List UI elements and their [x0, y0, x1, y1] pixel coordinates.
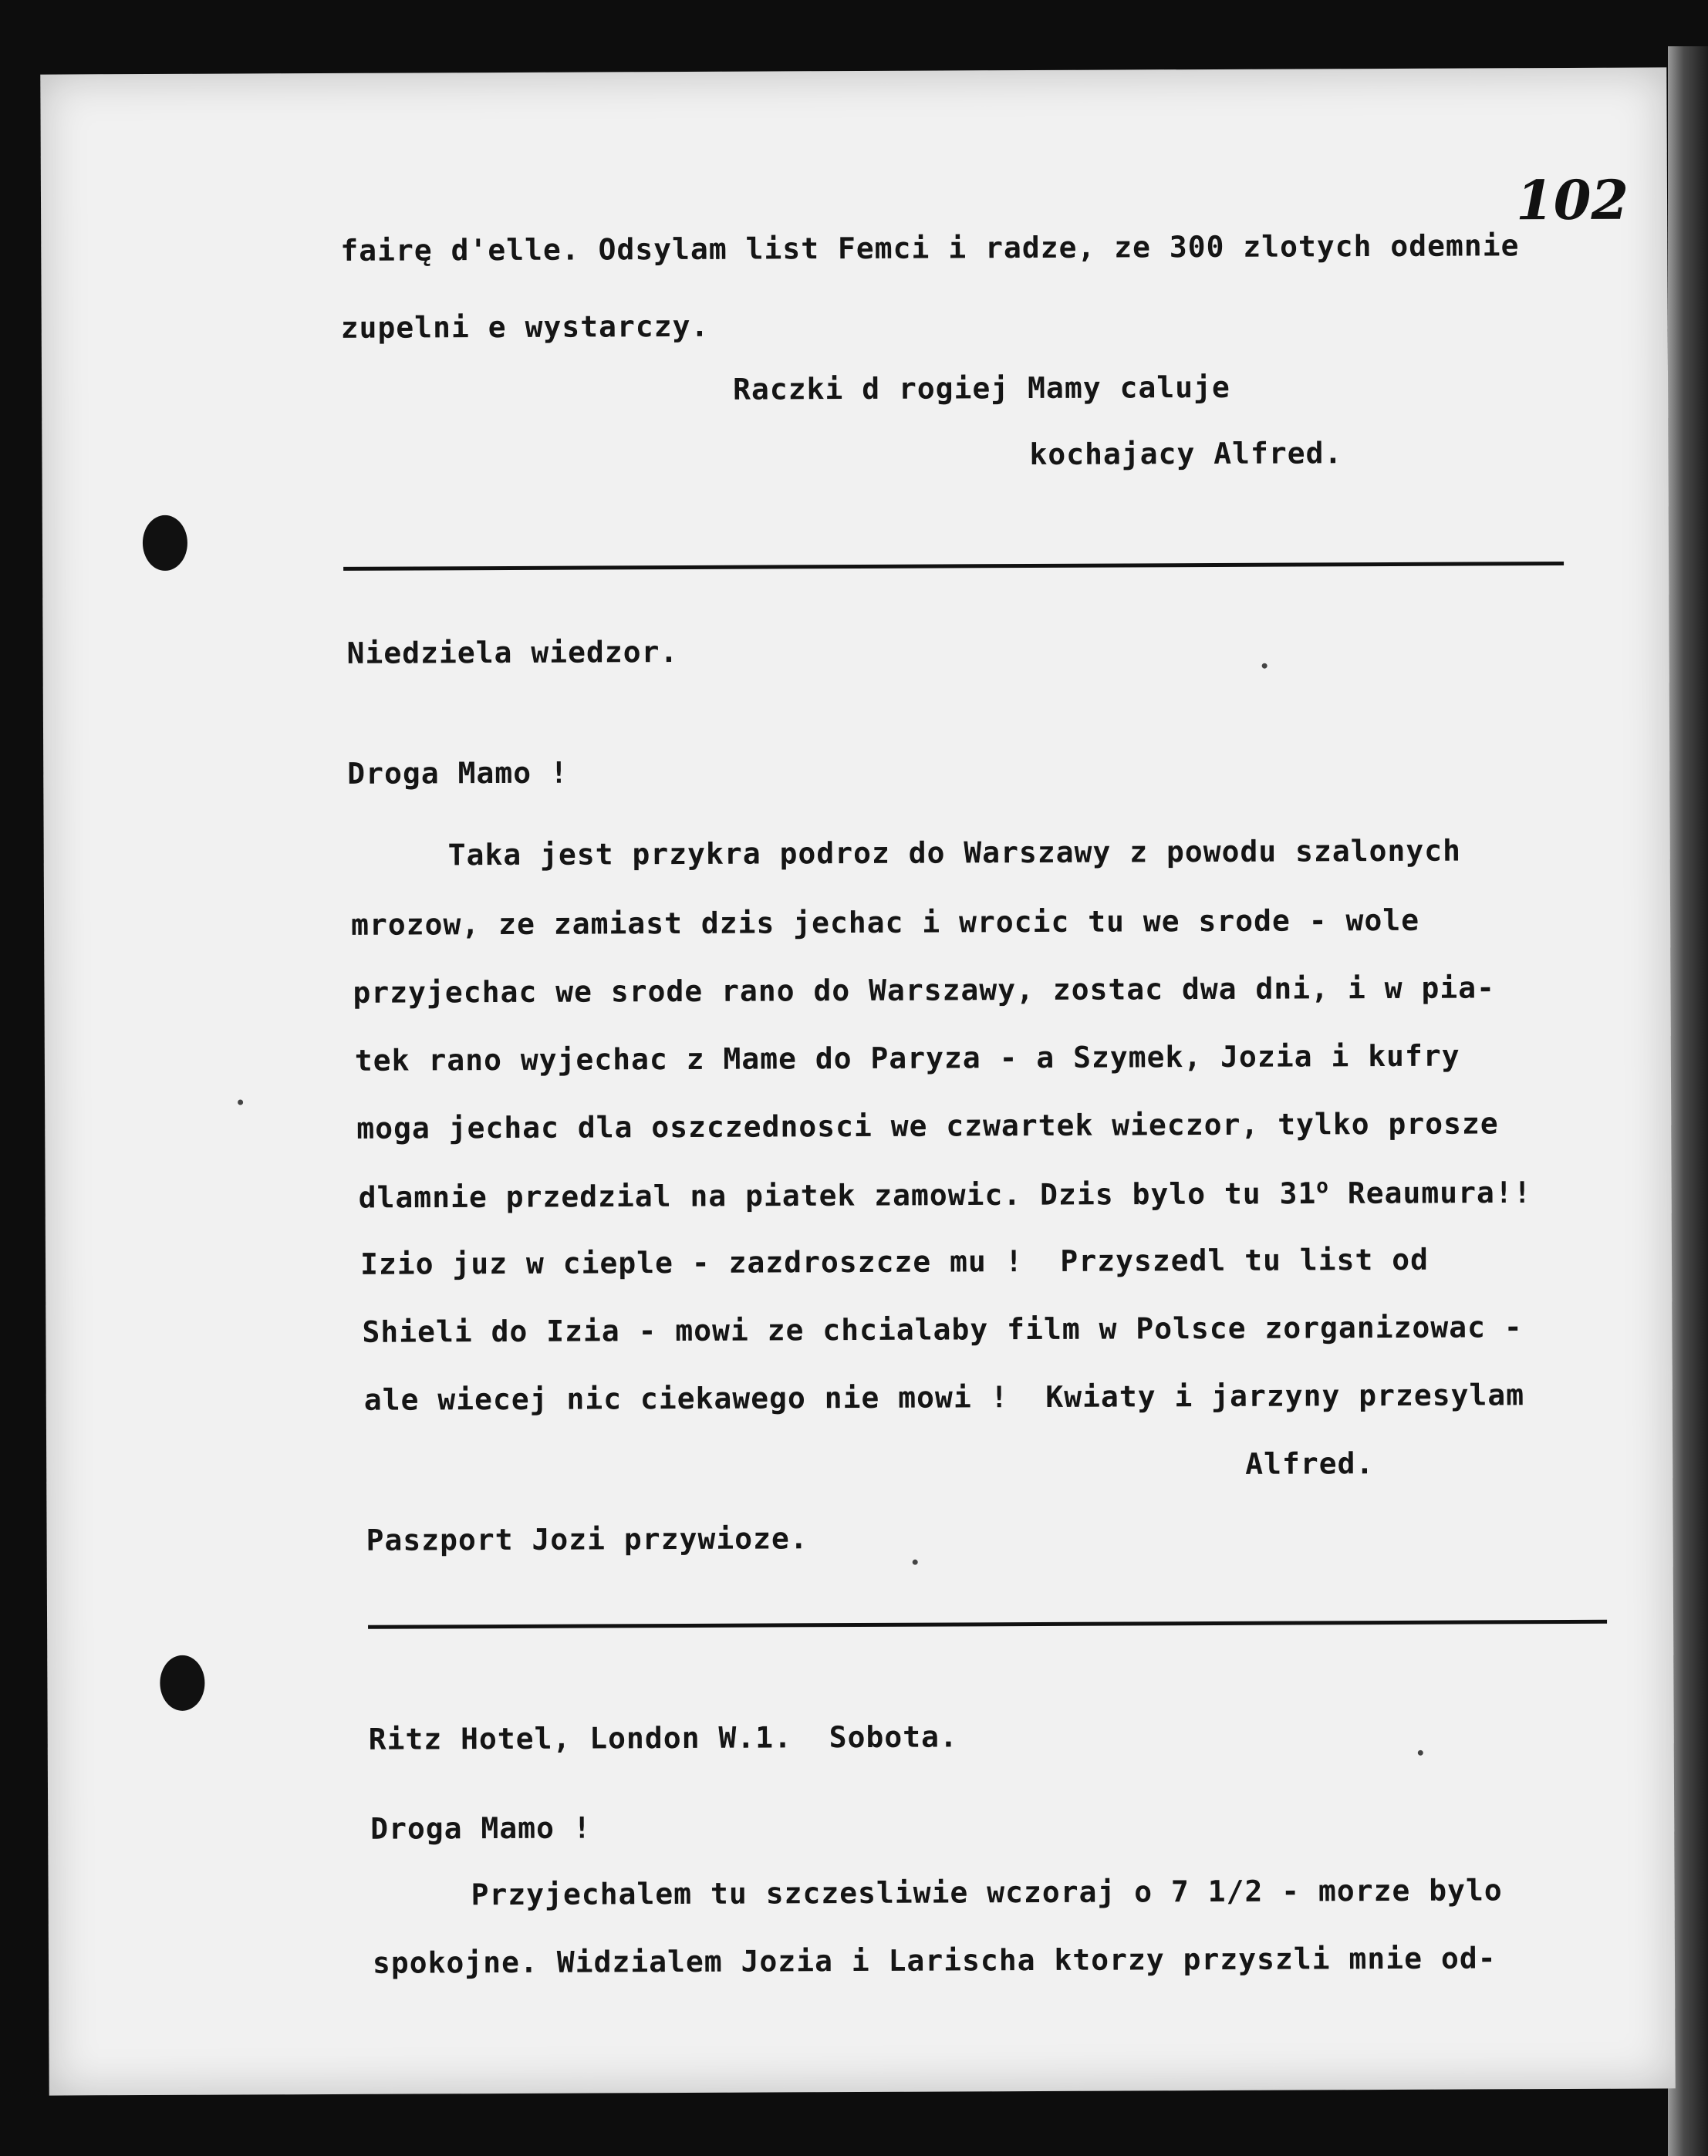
text-line: mrozow, ze zamiast dzis jechac i wrocic tu we srode - wole	[351, 903, 1420, 942]
text-line: Izio juz w cieple - zazdroszcze mu ! Przyszedl tu list od	[359, 1242, 1430, 1281]
text-line: moga jechac dla oszczednosci we czwartek wieczor, tylko prosze	[356, 1106, 1499, 1145]
text-line: dlamnie przedzial na piatek zamowic. Dzis bylo tu 31$^o$ Reaumura!!	[358, 1175, 1532, 1215]
text-line: przyjechac we srode rano do Warszawy, zostac dwa dni, i w pia-	[353, 970, 1496, 1010]
letter-header: Ritz Hotel, London W.1. Sobota.	[368, 1719, 958, 1756]
text-line: tek rano wyjechac z Mame do Paryza - a Szymek, Jozia i kufry	[354, 1038, 1460, 1078]
degree-sign: o	[1316, 1175, 1329, 1199]
text-line: Taka jest przykra podroz do Warszawy z powodu szalonych	[447, 833, 1462, 872]
salutation: Droga Mamo !	[347, 755, 569, 791]
letter-date: Niedziela wiedzor.	[346, 635, 679, 670]
punch-hole	[143, 515, 187, 571]
text-line: ale wiecej nic ciekawego nie mowi ! Kwiaty i jarzyny przesylam	[363, 1378, 1525, 1417]
scan-speck	[913, 1560, 918, 1565]
separator-rule	[343, 562, 1564, 571]
text-line: Shieli do Izia - mowi ze chcialaby film w Polsce zorganizowac -	[362, 1310, 1523, 1349]
text-line: spokojne. Widzialem Jozia i Larischa ktorzy przyszli mnie od-	[372, 1941, 1497, 1980]
salutation: Droga Mamo !	[370, 1810, 592, 1846]
signature: kochajacy Alfred.	[1029, 436, 1343, 472]
scan-speck	[1262, 663, 1267, 669]
separator-rule	[368, 1620, 1607, 1629]
closing-line: Raczki d rogiej Mamy caluje	[732, 369, 1230, 407]
text-line: zupelni e wystarczy.	[340, 309, 710, 345]
scan-speck	[1418, 1750, 1423, 1756]
text-line: fairę d'elle. Odsylam list Femci i radze, ze 300 zlotych odemnie	[340, 228, 1520, 268]
postscript: Paszport Jozi przywioze.	[366, 1521, 808, 1557]
punch-hole	[160, 1655, 204, 1711]
text-line: Przyjechalem tu szczesliwie wczoraj o 7 1/2 - morze bylo	[471, 1873, 1503, 1912]
scan-speck	[238, 1099, 243, 1105]
signature: Alfred.	[1245, 1446, 1375, 1481]
page-number: 102	[1515, 167, 1629, 233]
document-page	[40, 67, 1675, 2095]
